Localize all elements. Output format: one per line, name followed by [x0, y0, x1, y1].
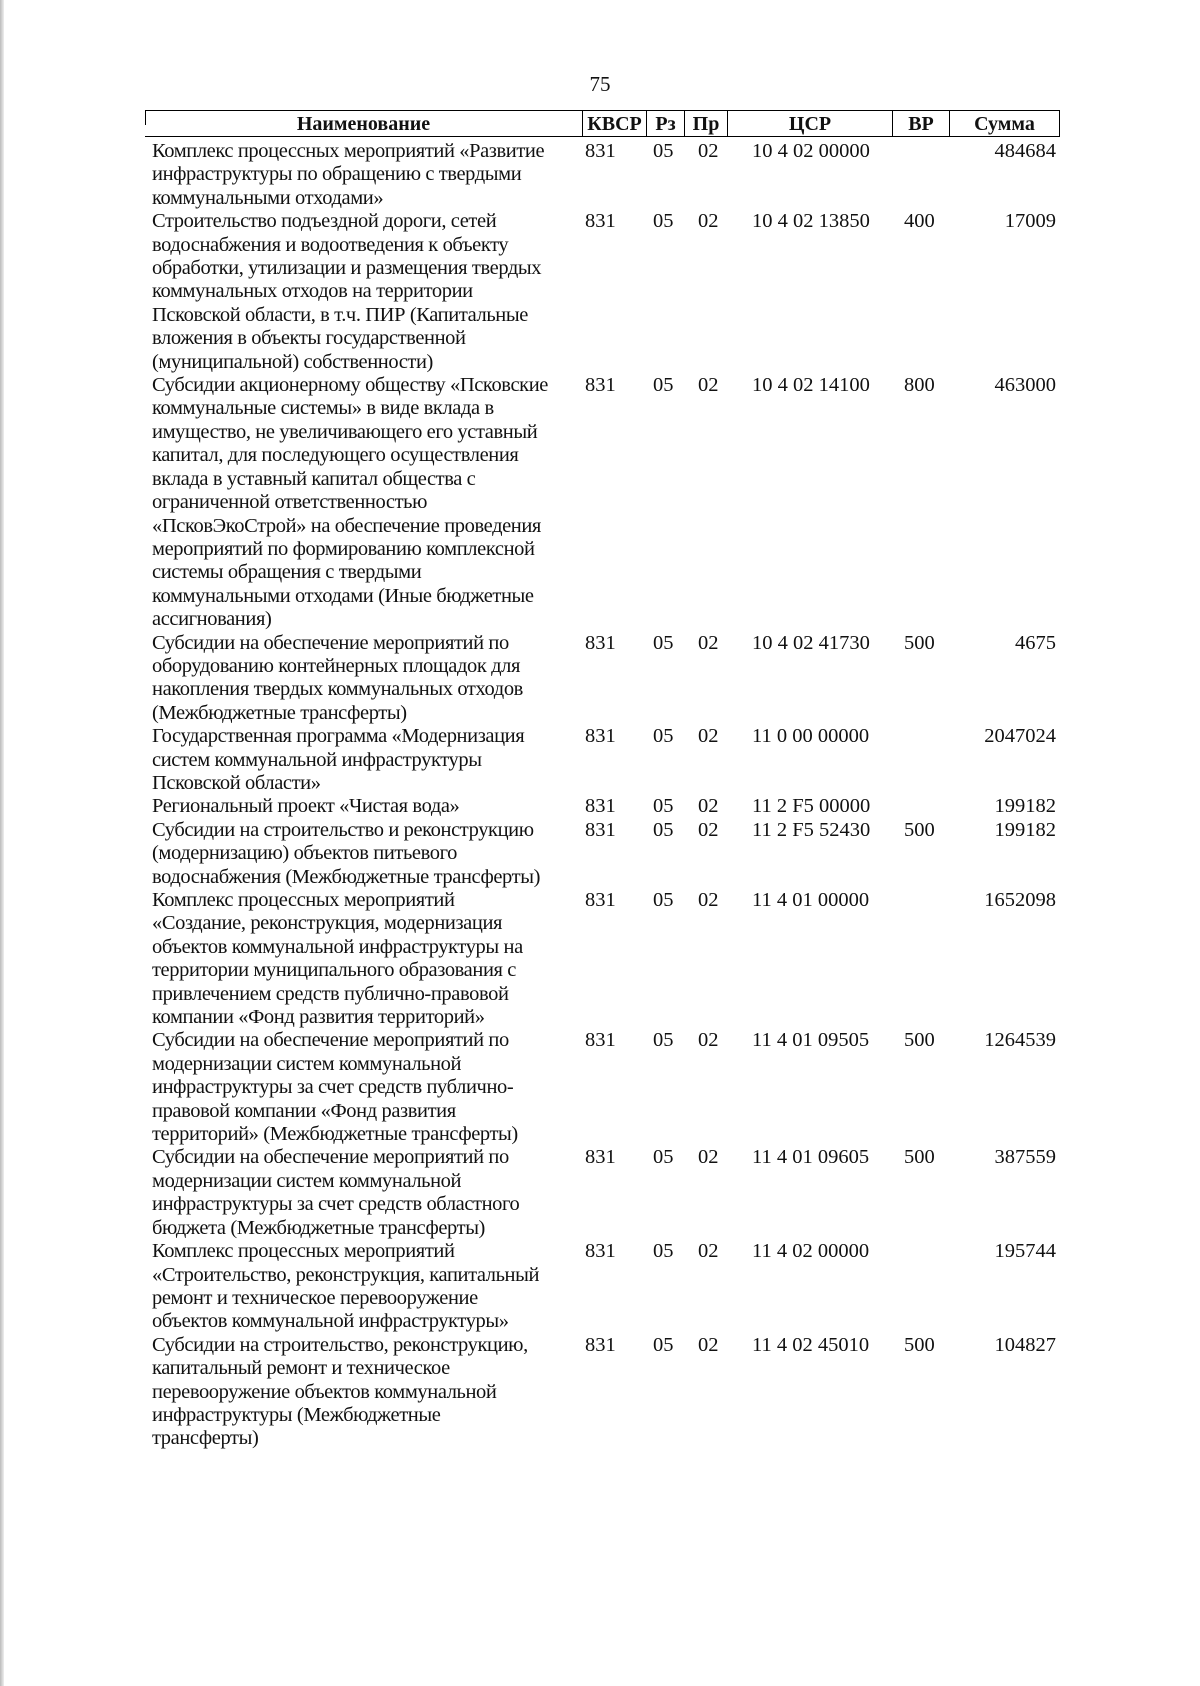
header-csr: ЦСР [727, 111, 892, 136]
row-name: Субсидии акционерному обществу «Псковские коммунальные системы» в виде вклада в имущество, не увеличивающего его уставный капитал, для последующего осуществления вклада в уставный капитал общества с ограниченной ответственностью «ПсковЭкоСтрой» на обеспечение проведения мероприятий по формированию комплексной системы обращения с твердыми коммунальными отходами (Иные бюджетные ассигнования) [152, 374, 548, 631]
row-sum: 463000 [994, 374, 1056, 397]
row-pr: 02 [698, 725, 719, 748]
page-number: 75 [589, 72, 611, 96]
row-name: Субсидии на обеспечение мероприятий по модернизации систем коммунальной инфраструктуры за счет средств областного бюджета (Межбюджетные трансферты) [152, 1146, 520, 1239]
row-name: Государственная программа «Модернизация систем коммунальной инфраструктуры Псковской области» [152, 725, 525, 794]
scan-edge [0, 0, 4, 1686]
table-row [152, 1333, 1056, 1451]
row-sum: 1652098 [984, 889, 1056, 911]
row-vr: 500 [904, 1146, 935, 1169]
row-csr: 10 4 02 41730 [752, 631, 870, 654]
row-pr: 02 [698, 818, 719, 841]
row-name: Субсидии на обеспечение мероприятий по модернизации систем коммунальной инфраструктуры за счет средств публично- правовой компании «Фонд развития территорий» (Межбюджетные трансферты) [152, 1029, 518, 1146]
row-name: Комплекс процессных мероприятий «Создание, реконструкция, модернизация объектов коммунальной инфраструктуры на территории муниципального образования с привлечением средств публично-правовой компании «Фонд развития территорий» [152, 889, 523, 1029]
table-row [152, 795, 1056, 818]
row-pr: 02 [698, 210, 719, 233]
table-row [152, 210, 1056, 374]
row-sum: 387559 [994, 1146, 1056, 1169]
table-row [152, 725, 1056, 795]
row-csr: 11 2 F5 52430 [752, 818, 871, 841]
row-kvsr: 831 [585, 889, 616, 911]
row-csr: 11 4 01 09605 [752, 1146, 870, 1169]
row-sum: 104827 [994, 1333, 1056, 1356]
row-pr: 02 [698, 889, 719, 911]
row-name: Субсидии на строительство, реконструкцию, капитальный ремонт и техническое перевооружение объектов коммунальной инфраструктуры (Межбюджетные трансферты) [152, 1333, 528, 1450]
table-row [152, 1146, 1056, 1240]
row-name: Субсидии на строительство и реконструкцию (модернизацию) объектов питьевого водоснабжения (Межбюджетные трансферты) [152, 818, 540, 888]
row-pr: 02 [698, 631, 719, 654]
row-csr: 11 4 01 00000 [752, 889, 870, 911]
table-row [152, 1240, 1056, 1334]
row-vr: 800 [904, 374, 935, 397]
header-rz: Рз [646, 111, 684, 136]
row-csr: 10 4 02 00000 [752, 140, 870, 162]
table-row [152, 1029, 1056, 1146]
row-kvsr: 831 [585, 140, 616, 162]
table-header [145, 110, 1060, 137]
row-rz: 05 [653, 210, 674, 233]
header-kvsr: КВСР [582, 111, 646, 136]
row-sum: 4675 [1015, 631, 1056, 654]
row-rz: 05 [653, 795, 674, 818]
row-name: Комплекс процессных мероприятий «Развитие инфраструктуры по обращению с твердыми коммунальными отходами» [152, 140, 545, 209]
row-kvsr: 831 [585, 210, 616, 233]
row-sum: 199182 [994, 818, 1056, 841]
row-sum: 484684 [994, 140, 1056, 162]
row-kvsr: 831 [585, 1333, 616, 1356]
row-vr: 500 [904, 631, 935, 654]
row-pr: 02 [698, 1333, 719, 1356]
row-kvsr: 831 [585, 725, 616, 748]
row-rz: 05 [653, 889, 674, 911]
row-name: Строительство подъездной дороги, сетей водоснабжения и водоотведения к объекту обработки, утилизации и размещения твердых коммунальных отходов на территории Псковской области, в т.ч. ПИР (Капитальные вложения в объекты государственной (муниципальной) собственности) [152, 210, 542, 373]
row-name: Комплекс процессных мероприятий «Строительство, реконструкция, капитальный ремонт и техническое перевооружение объектов коммунальной инфраструктуры» [152, 1240, 540, 1333]
row-pr: 02 [698, 795, 719, 818]
row-vr: 500 [904, 1029, 935, 1052]
row-csr: 10 4 02 13850 [752, 210, 870, 233]
row-kvsr: 831 [585, 1240, 616, 1263]
table-row [152, 374, 1056, 631]
row-rz: 05 [653, 631, 674, 654]
row-sum: 199182 [994, 795, 1056, 818]
row-vr: 400 [904, 210, 935, 233]
row-rz: 05 [653, 140, 674, 162]
row-csr: 11 0 00 00000 [752, 725, 870, 748]
row-sum: 1264539 [984, 1029, 1056, 1052]
table-row [152, 631, 1056, 726]
row-sum: 195744 [994, 1240, 1056, 1263]
header-sum: Сумма [949, 111, 1060, 136]
row-csr: 11 2 F5 00000 [752, 795, 871, 818]
row-kvsr: 831 [585, 795, 616, 818]
row-rz: 05 [653, 1029, 674, 1052]
row-vr: 500 [904, 818, 935, 841]
header-vr: ВР [892, 111, 949, 136]
table-row [152, 818, 1056, 889]
row-rz: 05 [653, 725, 674, 748]
header-name: Наименование [296, 113, 431, 135]
row-kvsr: 831 [585, 818, 616, 841]
row-pr: 02 [698, 1029, 719, 1052]
header-pr: Пр [684, 111, 727, 136]
row-pr: 02 [698, 1146, 719, 1169]
row-rz: 05 [653, 1146, 674, 1169]
table-row [152, 889, 1056, 1029]
row-kvsr: 831 [585, 1029, 616, 1052]
row-pr: 02 [698, 374, 719, 397]
row-kvsr: 831 [585, 1146, 616, 1169]
row-kvsr: 831 [585, 374, 616, 397]
row-rz: 05 [653, 374, 674, 397]
row-sum: 2047024 [984, 725, 1056, 748]
row-vr: 500 [904, 1333, 935, 1356]
row-csr: 10 4 02 14100 [752, 374, 870, 397]
row-name: Региональный проект «Чистая вода» [152, 795, 460, 818]
row-rz: 05 [653, 818, 674, 841]
row-rz: 05 [653, 1240, 674, 1263]
row-csr: 11 4 02 45010 [752, 1333, 870, 1356]
table-body [152, 140, 1056, 1451]
row-pr: 02 [698, 140, 719, 162]
row-csr: 11 4 01 09505 [752, 1029, 870, 1052]
row-kvsr: 831 [585, 631, 616, 654]
table-row [152, 140, 1056, 210]
row-sum: 17009 [1004, 210, 1056, 233]
row-csr: 11 4 02 00000 [752, 1240, 870, 1263]
row-rz: 05 [653, 1333, 674, 1356]
row-name: Субсидии на обеспечение мероприятий по оборудованию контейнерных площадок для накопления твердых коммунальных отходов (Межбюджетные трансферты) [152, 631, 523, 724]
row-pr: 02 [698, 1240, 719, 1263]
